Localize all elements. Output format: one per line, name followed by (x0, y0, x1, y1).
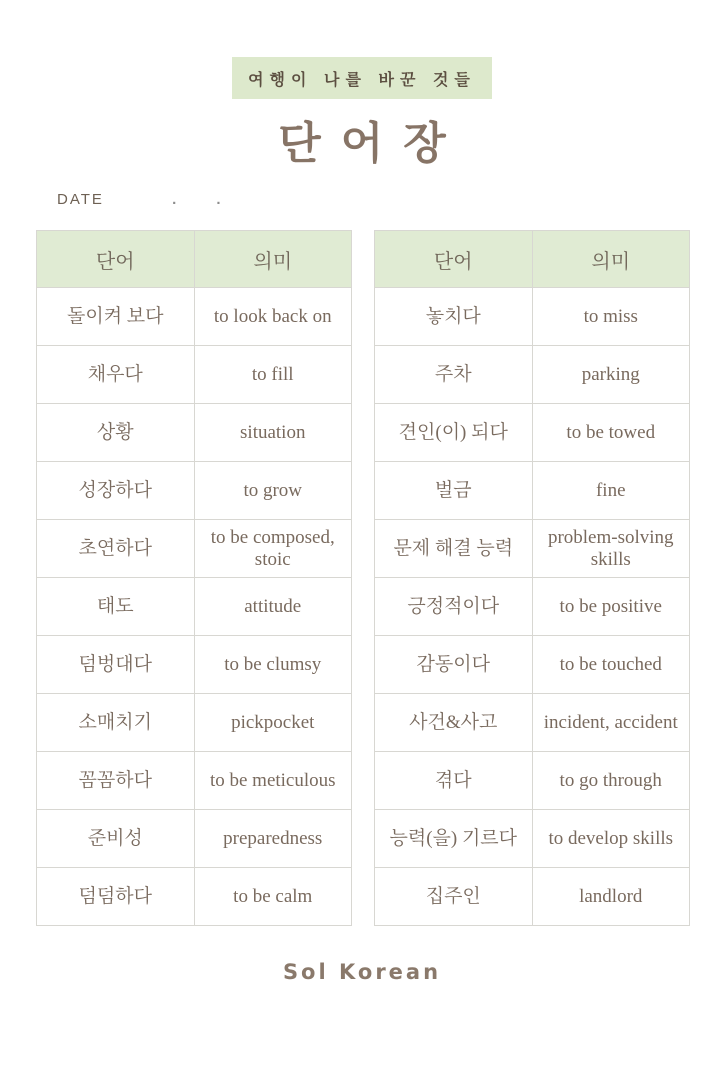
date-dot: . (172, 191, 179, 208)
table-row (37, 810, 352, 868)
word-cell: 감동이다 (375, 636, 533, 694)
meaning-cell: pickpocket (194, 694, 352, 752)
word-cell: 채우다 (37, 346, 195, 404)
word-cell: 돌이켜 보다 (37, 288, 195, 346)
table-row (375, 404, 690, 462)
meaning-cell: to be clumsy (194, 636, 352, 694)
meaning-cell: incident, accident (532, 694, 690, 752)
table-row (375, 520, 690, 578)
table-row (375, 578, 690, 636)
meaning-cell: situation (194, 404, 352, 462)
column-header-word: 단어 (37, 231, 195, 288)
table-row (37, 752, 352, 810)
meaning-cell: to go through (532, 752, 690, 810)
meaning-cell: preparedness (194, 810, 352, 868)
table-row (375, 868, 690, 926)
subtitle-highlight (232, 57, 492, 99)
word-cell: 덤벙대다 (37, 636, 195, 694)
table-row (375, 694, 690, 752)
meaning-cell: to look back on (194, 288, 352, 346)
meaning-cell: to develop skills (532, 810, 690, 868)
table-row (37, 578, 352, 636)
table-row (375, 636, 690, 694)
table-row (37, 462, 352, 520)
word-cell: 꼼꼼하다 (37, 752, 195, 810)
meaning-cell: to be positive (532, 578, 690, 636)
table-header-row (375, 231, 690, 288)
meaning-cell: to be meticulous (194, 752, 352, 810)
subtitle-text: 여행이 나를 바꾼 것들 (248, 70, 476, 89)
word-cell: 소매치기 (37, 694, 195, 752)
table-header-row (37, 231, 352, 288)
footer-brand: Sol Korean (282, 960, 442, 984)
meaning-cell: fine (532, 462, 690, 520)
table-row (375, 288, 690, 346)
date-dot: . (216, 191, 223, 208)
table-row (375, 462, 690, 520)
meaning-cell: attitude (194, 578, 352, 636)
word-cell: 문제 해결 능력 (375, 520, 533, 578)
table-row (37, 288, 352, 346)
vocab-table-right (374, 230, 690, 926)
meaning-cell: to be calm (194, 868, 352, 926)
meaning-cell: problem-solving skills (532, 520, 690, 578)
word-cell: 겪다 (375, 752, 533, 810)
word-cell: 초연하다 (37, 520, 195, 578)
table-row (375, 346, 690, 404)
page-title: 단어장 (278, 118, 466, 169)
meaning-cell: landlord (532, 868, 690, 926)
word-cell: 긍정적이다 (375, 578, 533, 636)
table-row (37, 520, 352, 578)
meaning-cell: to miss (532, 288, 690, 346)
word-cell: 준비성 (37, 810, 195, 868)
word-cell: 견인(이) 되다 (375, 404, 533, 462)
word-cell: 능력(을) 기르다 (375, 810, 533, 868)
word-cell: 벌금 (375, 462, 533, 520)
word-cell: 태도 (37, 578, 195, 636)
vocab-table-left (36, 230, 352, 926)
table-row (37, 636, 352, 694)
table-row (375, 810, 690, 868)
column-header-meaning: 의미 (194, 231, 352, 288)
meaning-cell: parking (532, 346, 690, 404)
meaning-cell: to grow (194, 462, 352, 520)
table-row (37, 346, 352, 404)
date-row (57, 191, 724, 209)
meaning-cell: to be towed (532, 404, 690, 462)
meaning-cell: to be composed, stoic (194, 520, 352, 578)
word-cell: 덤덤하다 (37, 868, 195, 926)
word-cell: 주차 (375, 346, 533, 404)
table-row (37, 694, 352, 752)
table-row (37, 404, 352, 462)
meaning-cell: to be touched (532, 636, 690, 694)
word-cell: 놓치다 (375, 288, 533, 346)
word-cell: 사건&사고 (375, 694, 533, 752)
column-header-meaning: 의미 (532, 231, 690, 288)
table-row (37, 868, 352, 926)
date-label: DATE (57, 191, 104, 208)
vocab-tables (36, 230, 690, 926)
word-cell: 성장하다 (37, 462, 195, 520)
word-cell: 상황 (37, 404, 195, 462)
meaning-cell: to fill (194, 346, 352, 404)
column-header-word: 단어 (375, 231, 533, 288)
worksheet-page (0, 57, 724, 1081)
word-cell: 집주인 (375, 868, 533, 926)
table-row (375, 752, 690, 810)
